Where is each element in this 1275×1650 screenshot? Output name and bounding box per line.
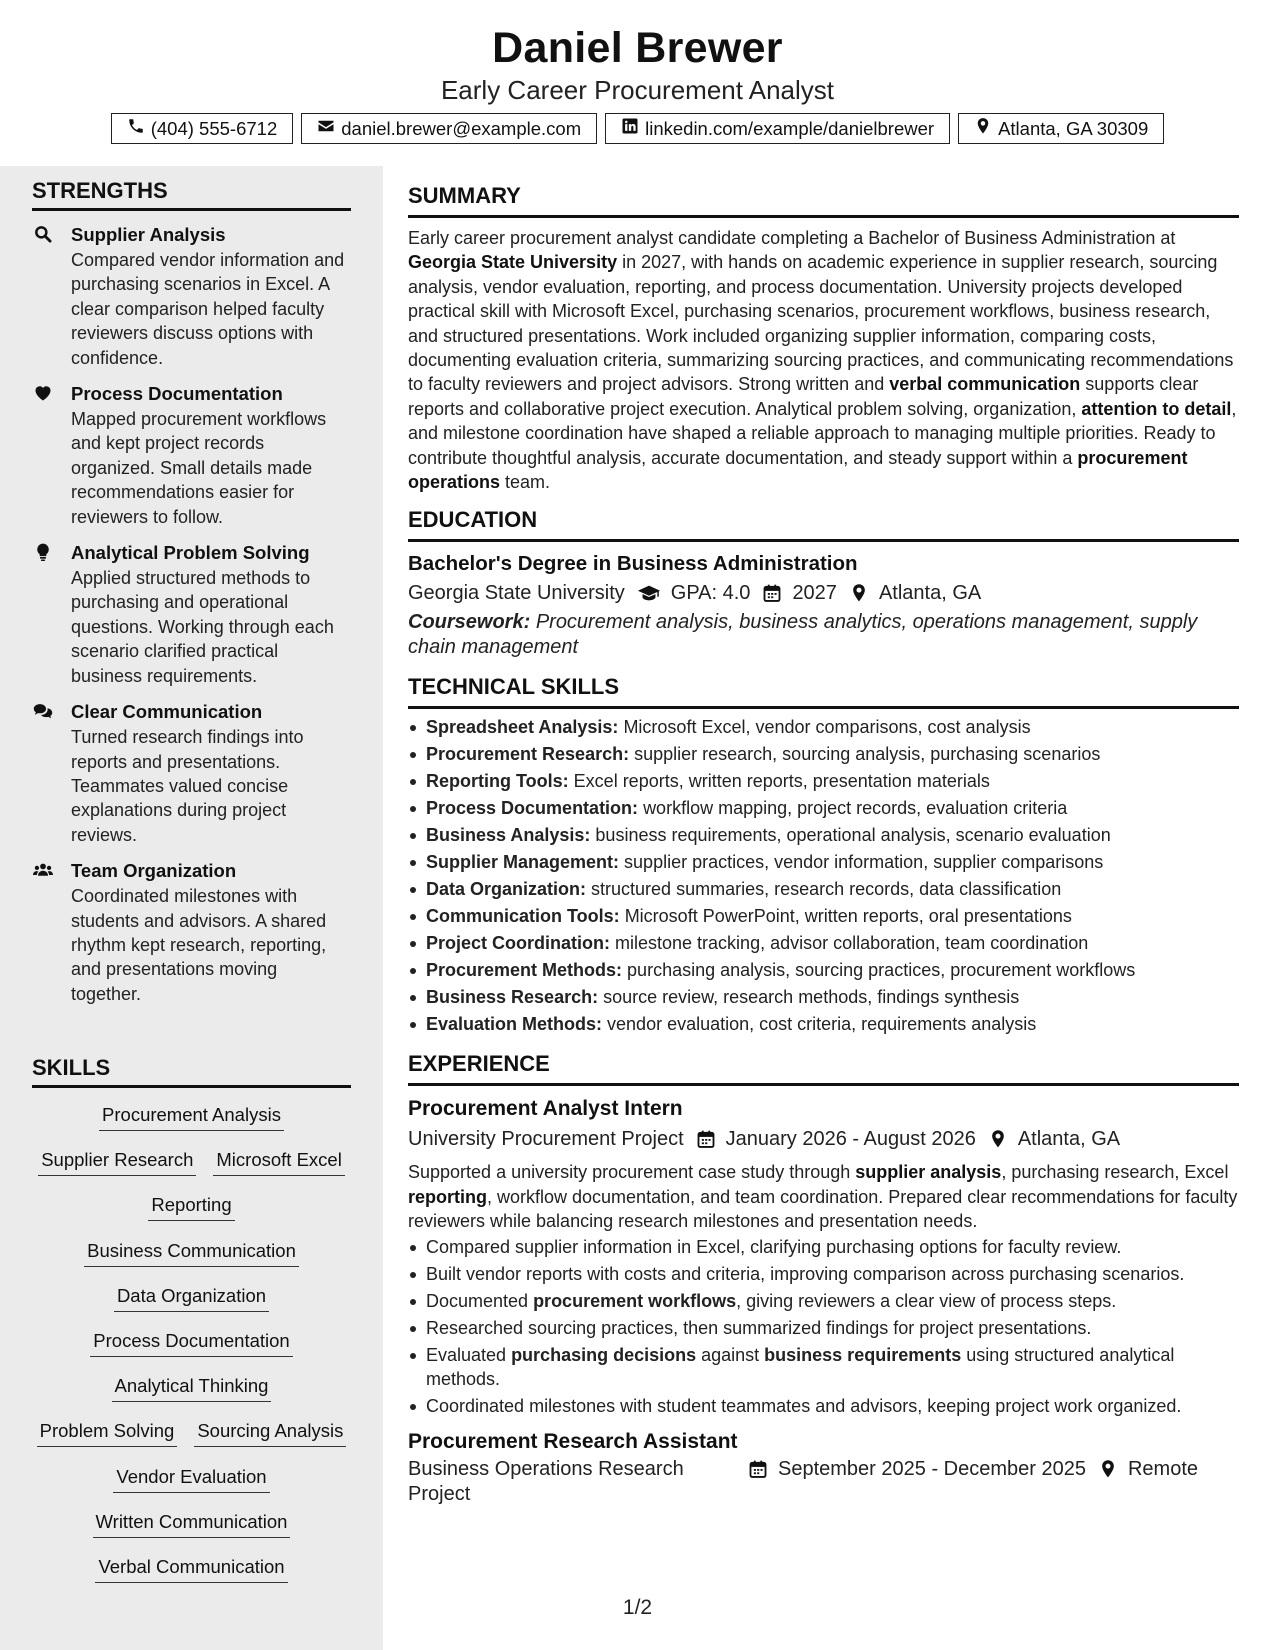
experience-heading: EXPERIENCE xyxy=(408,1049,1239,1086)
job-organization: University Procurement Project xyxy=(408,1128,684,1151)
skill-tag: Business Communication xyxy=(84,1238,299,1267)
strengths-heading: STRENGTHS xyxy=(32,177,351,211)
job-bullet: Documented procurement workflows, giving reviewers a clear view of process steps. xyxy=(408,1289,1239,1314)
magnifier-icon xyxy=(33,224,55,244)
strength-description: Coordinated milestones with students and advisors. A shared rhythm kept research, reporting, and presentations moving together. xyxy=(71,886,327,1004)
summary-paragraph: Early career procurement analyst candidate completing a Bachelor of Business Administration at Georgia State University in 2027, with hands on academic experience in supplier research, sourcing analysis, vendor evaluation, reporting, and process documentation. University projects developed practical skill with Microsoft Excel, purchasing scenarios, procurement workflows, business research, and structured presentations. Work included organizing supplier information, comparing costs, documenting evaluation criteria, summarizing sourcing practices, and communicating recommendations to faculty reviewers and project advisors. Strong written and verbal communication supports clear reports and collaborative project execution. Analytical problem solving, organization, attention to detail, and milestone coordination have shaped a reliable approach to managing multiple priorities. Ready to contribute thoughtful analysis, accurate documentation, and steady support within a procurement operations team. xyxy=(408,228,1237,493)
phone-text: (404) 555-6712 xyxy=(150,117,278,139)
job-bullet: Compared supplier information in Excel, clarifying purchasing options for faculty review. xyxy=(408,1235,1239,1260)
education-meta xyxy=(408,578,1239,608)
strength-item xyxy=(32,858,351,1006)
job-bullets xyxy=(408,1235,1239,1419)
tech-skill-item: Procurement Methods: purchasing analysis, sourcing practices, procurement workflows xyxy=(408,957,1239,984)
skill-tag: Reporting xyxy=(148,1192,234,1221)
contact-location xyxy=(958,113,1164,144)
job-title: Procurement Analyst Intern xyxy=(408,1097,683,1121)
graduation-year: 2027 xyxy=(792,582,837,605)
gpa-text: GPA: 4.0 xyxy=(670,582,751,605)
contact-bar xyxy=(0,113,1275,144)
location-text: Atlanta, GA 30309 xyxy=(998,117,1149,139)
strength-title: Process Documentation xyxy=(71,383,283,405)
contact-email[interactable] xyxy=(301,113,597,144)
experience-section xyxy=(408,1049,1239,1506)
linkedin-text: linkedin.com/example/danielbrewer xyxy=(645,117,935,139)
skill-tag: Data Organization xyxy=(114,1283,269,1312)
summary-heading: SUMMARY xyxy=(408,181,1239,218)
summary-section xyxy=(408,181,1239,494)
location-pin-icon xyxy=(849,583,879,603)
strength-title: Team Organization xyxy=(71,860,237,882)
strength-description: Applied structured methods to purchasing and operational questions. Working through each scenario clarified practical business requirements. xyxy=(71,568,334,686)
tech-skill-item: Evaluation Methods: vendor evaluation, cost criteria, requirements analysis xyxy=(408,1011,1239,1038)
school-name: Georgia State University xyxy=(408,582,625,605)
skill-tag: Written Communication xyxy=(93,1509,291,1538)
location-pin-icon xyxy=(974,117,992,140)
education-location: Atlanta, GA xyxy=(878,582,982,605)
tech-skill-item: Procurement Research: supplier research, sourcing analysis, purchasing scenarios xyxy=(408,741,1239,768)
degree-title: Bachelor's Degree in Business Administration xyxy=(408,552,858,576)
job-bullet: Coordinated milestones with student teammates and advisors, keeping project work organized. xyxy=(408,1394,1239,1419)
job-location: Remote xyxy=(1127,1457,1198,1480)
contact-phone[interactable] xyxy=(111,113,294,144)
candidate-title: Early Career Procurement Analyst xyxy=(440,75,835,105)
lightbulb-icon xyxy=(33,542,55,562)
page-number: 1/2 xyxy=(622,1596,653,1619)
tech-skill-item: Process Documentation: workflow mapping, project records, evaluation criteria xyxy=(408,795,1239,822)
skill-tag: Vendor Evaluation xyxy=(113,1464,269,1493)
strength-title: Clear Communication xyxy=(71,701,263,723)
tech-skill-item: Data Organization: structured summaries, research records, data classification xyxy=(408,876,1239,903)
skill-tag: Process Documentation xyxy=(90,1328,292,1357)
technical-skills-heading: TECHNICAL SKILLS xyxy=(408,672,1239,709)
education-heading: EDUCATION xyxy=(408,505,1239,542)
skills-heading: SKILLS xyxy=(32,1054,351,1088)
job-bullet: Built vendor reports with costs and criteria, improving comparison across purchasing scenarios. xyxy=(408,1262,1239,1287)
skill-tag: Procurement Analysis xyxy=(99,1102,284,1131)
job-dates: September 2025 - December 2025 xyxy=(778,1457,1086,1480)
strength-title: Analytical Problem Solving xyxy=(71,542,310,564)
job-bullet: Evaluated purchasing decisions against business requirements using structured analytical methods. xyxy=(408,1343,1239,1392)
job-bullet: Researched sourcing practices, then summarized findings for project presentations. xyxy=(408,1316,1239,1341)
strength-description: Turned research findings into reports and presentations. Teammates valued concise explanations during project reviews. xyxy=(71,727,304,845)
strength-item xyxy=(32,222,351,370)
skill-tag: Problem Solving xyxy=(37,1418,178,1447)
calendar-icon xyxy=(748,1459,768,1479)
linkedin-icon xyxy=(621,117,639,140)
job-intro: Supported a university procurement case study through supplier analysis, purchasing research, Excel reporting, workflow documentation, and team coordination. Prepared clear recommendations for faculty reviewers while balancing research milestones and presentation needs. xyxy=(408,1162,1238,1232)
strength-item xyxy=(32,381,351,529)
chat-bubbles-icon xyxy=(33,701,55,721)
skill-tag: Analytical Thinking xyxy=(112,1373,272,1402)
job-dates: January 2026 - August 2026 xyxy=(725,1128,976,1151)
location-pin-icon xyxy=(988,1129,1018,1149)
strength-item xyxy=(32,699,351,847)
email-text: daniel.brewer@example.com xyxy=(341,117,582,139)
calendar-icon xyxy=(696,1129,726,1149)
tech-skill-item: Reporting Tools: Excel reports, written reports, presentation materials xyxy=(408,768,1239,795)
strength-item xyxy=(32,540,351,688)
coursework xyxy=(408,610,1239,659)
skill-tag: Sourcing Analysis xyxy=(194,1418,346,1447)
job-meta xyxy=(408,1124,1239,1154)
contact-linkedin[interactable] xyxy=(605,113,950,144)
tech-skill-item: Spreadsheet Analysis: Microsoft Excel, vendor comparisons, cost analysis xyxy=(408,714,1239,741)
calendar-icon xyxy=(762,583,792,603)
strength-description: Mapped procurement workflows and kept project records organized. Small details made recommendations easier for reviewers to follow. xyxy=(71,409,327,527)
job-organization: Business Operations Research Project xyxy=(408,1457,684,1505)
job-location: Atlanta, GA xyxy=(1017,1128,1121,1151)
graduation-cap-icon xyxy=(637,583,671,603)
tech-skill-item: Business Analysis: business requirements, operational analysis, scenario evaluation xyxy=(408,822,1239,849)
envelope-icon xyxy=(317,117,335,140)
coursework-text: Procurement analysis, business analytics, operations management, supply chain management xyxy=(408,611,1198,658)
tech-skill-item: Communication Tools: Microsoft PowerPoint, written reports, oral presentations xyxy=(408,903,1239,930)
heart-icon xyxy=(33,383,55,403)
skill-tag: Supplier Research xyxy=(38,1147,196,1176)
skill-tag: Verbal Communication xyxy=(95,1554,287,1583)
job-entry xyxy=(408,1427,1239,1507)
strengths-section xyxy=(32,177,351,1006)
phone-icon xyxy=(127,117,145,140)
coursework-label: Coursework: xyxy=(408,611,531,634)
resume-header xyxy=(0,22,1275,106)
job-title: Procurement Research Assistant xyxy=(408,1429,738,1453)
users-icon xyxy=(33,860,55,880)
tech-skill-item: Project Coordination: milestone tracking, advisor collaboration, team coordination xyxy=(408,930,1239,957)
tech-skill-item: Supplier Management: supplier practices, vendor information, supplier comparisons xyxy=(408,849,1239,876)
tech-skill-item: Business Research: source review, research methods, findings synthesis xyxy=(408,984,1239,1011)
main-content xyxy=(408,181,1239,1507)
technical-skills-section xyxy=(408,672,1239,1038)
sidebar xyxy=(0,166,383,1650)
skill-tag: Microsoft Excel xyxy=(213,1147,344,1176)
technical-skills-list xyxy=(408,714,1239,1038)
job-meta xyxy=(408,1457,1239,1507)
education-section xyxy=(408,505,1239,659)
location-pin-icon xyxy=(1098,1459,1118,1479)
strength-description: Compared vendor information and purchasing scenarios in Excel. A clear comparison helped faculty reviewers discuss options with confidence. xyxy=(71,250,345,368)
skills-section xyxy=(32,1054,351,1599)
job-entry xyxy=(408,1094,1239,1418)
skills-list xyxy=(32,1102,351,1599)
strength-title: Supplier Analysis xyxy=(71,224,226,245)
candidate-name: Daniel Brewer xyxy=(492,24,783,72)
